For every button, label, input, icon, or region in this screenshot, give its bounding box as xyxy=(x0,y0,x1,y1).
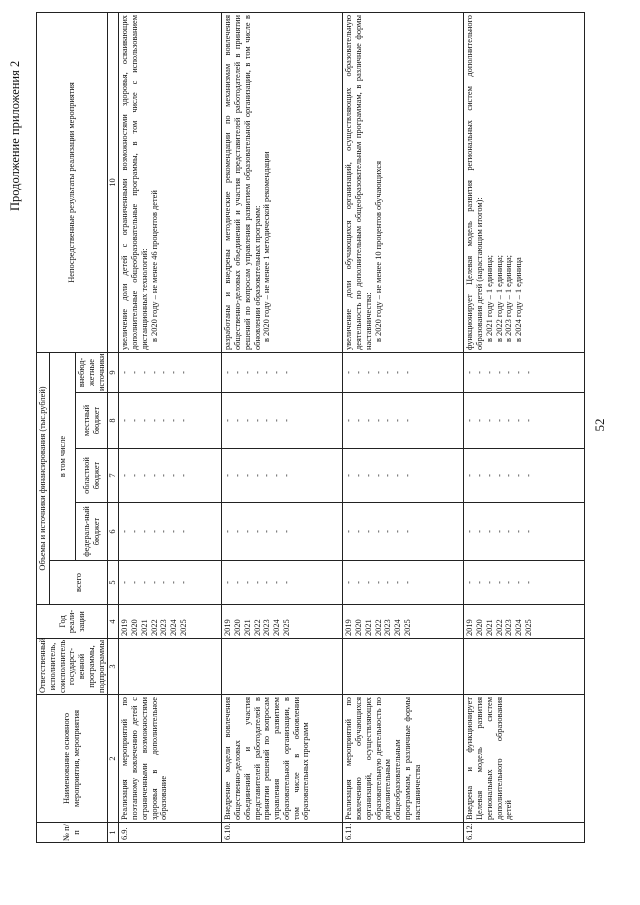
dash-value: - xyxy=(465,419,475,422)
total-cell xyxy=(222,561,343,605)
dash-value: - xyxy=(281,581,291,584)
dash-value: - xyxy=(523,581,533,584)
result-cell xyxy=(222,13,343,353)
dash-value: - xyxy=(130,530,139,533)
row-number: 6.11. xyxy=(343,823,464,843)
extrabudget-cell xyxy=(119,353,222,393)
dash-value: - xyxy=(402,530,412,533)
result-line: в 2021 году – 1 единица; xyxy=(484,254,494,342)
dash-value: - xyxy=(373,419,383,422)
year-value: 2020 xyxy=(233,619,242,636)
year-value: 2020 xyxy=(130,619,139,636)
dash-value: - xyxy=(130,581,139,584)
table-row xyxy=(343,13,464,843)
header-result: Непосредственные результаты реализации мероприятия xyxy=(37,13,108,353)
dash-value: - xyxy=(139,530,149,533)
dash-value: - xyxy=(262,371,272,374)
executor-cell xyxy=(222,639,343,695)
dash-value: - xyxy=(475,581,484,584)
continuation-title: Продолжение приложения 2 xyxy=(8,60,22,211)
col-number: 10 xyxy=(108,13,119,353)
dash-value: - xyxy=(523,371,533,374)
dash-value: - xyxy=(523,474,533,477)
col-number: 2 xyxy=(108,695,119,823)
dash-value: - xyxy=(383,474,393,477)
dash-value: - xyxy=(272,581,281,584)
column-number-row xyxy=(108,13,119,843)
year-value: 2022 xyxy=(252,619,262,636)
header-total: всего xyxy=(49,561,108,605)
year-value: 2024 xyxy=(272,619,281,636)
dash-value: - xyxy=(242,371,252,374)
local-cell xyxy=(464,393,585,449)
result-line: в 2020 году – не менее 1 методической рекомендации xyxy=(262,151,272,342)
local-cell xyxy=(119,393,222,449)
result-cell xyxy=(464,13,585,353)
dash-value: - xyxy=(281,371,291,374)
header-financing: Объемы и источники финансирования (тыс.рублей) xyxy=(37,353,50,605)
dash-value: - xyxy=(475,530,484,533)
row-number: 6.9. xyxy=(119,823,222,843)
dash-value: - xyxy=(354,419,363,422)
header-year: Год реали-зации xyxy=(37,605,108,639)
dash-value: - xyxy=(233,371,242,374)
dash-value: - xyxy=(178,419,188,422)
dash-value: - xyxy=(169,530,178,533)
regional-cell xyxy=(119,449,222,503)
dash-value: - xyxy=(494,474,504,477)
header-row xyxy=(37,13,50,843)
dash-value: - xyxy=(252,419,262,422)
dash-value: - xyxy=(373,474,383,477)
year-value: 2021 xyxy=(139,619,149,636)
year-value: 2021 xyxy=(484,619,494,636)
dash-value: - xyxy=(178,581,188,584)
dash-value: - xyxy=(178,474,188,477)
dash-value: - xyxy=(465,371,475,374)
dash-value: - xyxy=(159,530,169,533)
dash-value: - xyxy=(484,581,494,584)
col-number: 5 xyxy=(108,561,119,605)
dash-value: - xyxy=(178,530,188,533)
dash-value: - xyxy=(169,371,178,374)
year-value: 2025 xyxy=(281,619,291,636)
years-cell xyxy=(343,605,464,639)
header-extrabudget: внебюд-жетные источники xyxy=(76,353,108,393)
row-number: 6.12. xyxy=(464,823,585,843)
dash-value: - xyxy=(120,474,130,477)
result-line: увеличение доли детей с ограниченными возможностями здоровья, осваивающих дополнительные общеобразовательные программы, в том числе с использованием дистанционных технологий: xyxy=(120,15,149,350)
dash-value: - xyxy=(504,419,514,422)
dash-value: - xyxy=(402,474,412,477)
col-number: 4 xyxy=(108,605,119,639)
measure-name: Реализация мероприятий по вовлечению обучающихся организаций, осуществляющих образовательную деятельность по дополнительным общеобразовательным программам, в различные формы наставничества xyxy=(343,695,464,823)
col-number: 8 xyxy=(108,393,119,449)
dash-value: - xyxy=(130,371,139,374)
executor-cell xyxy=(464,639,585,695)
total-cell xyxy=(464,561,585,605)
dash-value: - xyxy=(281,419,291,422)
year-value: 2021 xyxy=(363,619,373,636)
dash-value: - xyxy=(494,581,504,584)
dash-value: - xyxy=(120,581,130,584)
total-cell xyxy=(119,561,222,605)
executor-cell xyxy=(343,639,464,695)
regional-cell xyxy=(222,449,343,503)
dash-value: - xyxy=(465,474,475,477)
col-number: 6 xyxy=(108,503,119,561)
extrabudget-cell xyxy=(464,353,585,393)
dash-value: - xyxy=(159,371,169,374)
years-cell xyxy=(464,605,585,639)
col-number: 7 xyxy=(108,449,119,503)
year-value: 2019 xyxy=(223,619,233,636)
year-value: 2021 xyxy=(242,619,252,636)
dash-value: - xyxy=(242,474,252,477)
dash-value: - xyxy=(120,419,130,422)
dash-value: - xyxy=(344,371,354,374)
dash-value: - xyxy=(383,581,393,584)
dash-value: - xyxy=(149,474,159,477)
dash-value: - xyxy=(393,581,402,584)
dash-value: - xyxy=(120,371,130,374)
dash-value: - xyxy=(233,530,242,533)
result-line: в 2024 году – 1 единица xyxy=(514,257,523,342)
dash-value: - xyxy=(504,581,514,584)
result-line: в 2022 году – 1 единица; xyxy=(494,254,504,342)
year-value: 2023 xyxy=(504,619,514,636)
dash-value: - xyxy=(393,419,402,422)
dash-value: - xyxy=(354,530,363,533)
result-line: разработаны и внедрены методические рекомендации по механизмам вовлечения общественно-деловых объединений и участия представителей работодателей в принятии решений по вопросам управления развитием образовательной организации, в том числе в обновлении образовательных программ: xyxy=(223,15,262,350)
year-value: 2025 xyxy=(178,619,188,636)
dash-value: - xyxy=(383,371,393,374)
header-num: № п/п xyxy=(37,823,108,843)
dash-value: - xyxy=(252,371,262,374)
federal-cell xyxy=(343,503,464,561)
year-value: 2024 xyxy=(169,619,178,636)
dash-value: - xyxy=(159,419,169,422)
federal-cell xyxy=(119,503,222,561)
regional-cell xyxy=(464,449,585,503)
program-table xyxy=(36,12,585,843)
year-value: 2019 xyxy=(344,619,354,636)
dash-value: - xyxy=(169,581,178,584)
dash-value: - xyxy=(139,474,149,477)
dash-value: - xyxy=(281,530,291,533)
extrabudget-cell xyxy=(343,353,464,393)
dash-value: - xyxy=(484,474,494,477)
dash-value: - xyxy=(354,474,363,477)
dash-value: - xyxy=(262,474,272,477)
dash-value: - xyxy=(373,581,383,584)
year-value: 2023 xyxy=(383,619,393,636)
dash-value: - xyxy=(504,371,514,374)
col-number: 3 xyxy=(108,639,119,695)
measure-name: Внедрение модели вовлечения общественно-деловых объединений и участия представителей работодателей в принятии решений по вопросам управления развитием образовательной организации, в том числе в обновлении образовательных программ xyxy=(222,695,343,823)
year-value: 2023 xyxy=(159,619,169,636)
dash-value: - xyxy=(272,419,281,422)
federal-cell xyxy=(222,503,343,561)
dash-value: - xyxy=(514,474,523,477)
dash-value: - xyxy=(373,371,383,374)
dash-value: - xyxy=(363,371,373,374)
local-cell xyxy=(343,393,464,449)
dash-value: - xyxy=(159,581,169,584)
dash-value: - xyxy=(402,581,412,584)
dash-value: - xyxy=(169,419,178,422)
dash-value: - xyxy=(494,530,504,533)
row-number: 6.10. xyxy=(222,823,343,843)
dash-value: - xyxy=(178,371,188,374)
year-value: 2020 xyxy=(475,619,484,636)
result-line: функционирует Целевая модель развития региональных систем дополнительного образования детей (нарастающим итогом): xyxy=(465,15,484,350)
dash-value: - xyxy=(465,581,475,584)
result-line: увеличение доли обучающихся организаций, осуществляющих образовательную деятельность по дополнительным общеобразовательным программам, в различные формы наставничества: xyxy=(344,15,373,350)
dash-value: - xyxy=(139,581,149,584)
dash-value: - xyxy=(223,474,233,477)
dash-value: - xyxy=(223,530,233,533)
dash-value: - xyxy=(272,474,281,477)
dash-value: - xyxy=(120,530,130,533)
dash-value: - xyxy=(139,371,149,374)
header-regional: областной бюджет xyxy=(76,449,108,503)
col-number: 9 xyxy=(108,353,119,393)
dash-value: - xyxy=(344,474,354,477)
measure-name: Внедрена и функционирует Целевая модель развития региональных систем дополнительного образования детей xyxy=(464,695,585,823)
header-local: местный бюджет xyxy=(76,393,108,449)
dash-value: - xyxy=(363,581,373,584)
dash-value: - xyxy=(149,581,159,584)
dash-value: - xyxy=(233,419,242,422)
col-number: 1 xyxy=(108,823,119,843)
dash-value: - xyxy=(402,419,412,422)
dash-value: - xyxy=(393,530,402,533)
dash-value: - xyxy=(363,474,373,477)
year-value: 2025 xyxy=(523,619,533,636)
dash-value: - xyxy=(130,419,139,422)
dash-value: - xyxy=(262,581,272,584)
dash-value: - xyxy=(494,419,504,422)
year-value: 2019 xyxy=(120,619,130,636)
dash-value: - xyxy=(402,371,412,374)
year-value: 2020 xyxy=(354,619,363,636)
table-row xyxy=(464,13,585,843)
years-cell xyxy=(119,605,222,639)
dash-value: - xyxy=(223,581,233,584)
dash-value: - xyxy=(149,530,159,533)
result-cell xyxy=(343,13,464,353)
dash-value: - xyxy=(393,474,402,477)
year-value: 2022 xyxy=(149,619,159,636)
dash-value: - xyxy=(363,530,373,533)
result-cell xyxy=(119,13,222,353)
year-value: 2019 xyxy=(465,619,475,636)
page-number: 52 xyxy=(592,418,607,432)
dash-value: - xyxy=(344,530,354,533)
dash-value: - xyxy=(354,581,363,584)
year-value: 2024 xyxy=(514,619,523,636)
dash-value: - xyxy=(242,581,252,584)
extrabudget-cell xyxy=(222,353,343,393)
result-line: в 2020 году – не менее 46 процентов детей xyxy=(149,190,159,342)
dash-value: - xyxy=(504,530,514,533)
year-value: 2022 xyxy=(494,619,504,636)
result-line: в 2020 году – не менее 10 процентов обучающихся xyxy=(373,161,383,342)
federal-cell xyxy=(464,503,585,561)
dash-value: - xyxy=(373,530,383,533)
dash-value: - xyxy=(475,371,484,374)
dash-value: - xyxy=(484,371,494,374)
years-cell xyxy=(222,605,343,639)
dash-value: - xyxy=(344,581,354,584)
dash-value: - xyxy=(514,530,523,533)
regional-cell xyxy=(343,449,464,503)
dash-value: - xyxy=(223,371,233,374)
dash-value: - xyxy=(363,419,373,422)
dash-value: - xyxy=(262,419,272,422)
local-cell xyxy=(222,393,343,449)
dash-value: - xyxy=(514,581,523,584)
dash-value: - xyxy=(139,419,149,422)
dash-value: - xyxy=(159,474,169,477)
dash-value: - xyxy=(514,419,523,422)
dash-value: - xyxy=(242,530,252,533)
dash-value: - xyxy=(393,371,402,374)
dash-value: - xyxy=(149,419,159,422)
dash-value: - xyxy=(383,530,393,533)
dash-value: - xyxy=(494,371,504,374)
total-cell xyxy=(343,561,464,605)
dash-value: - xyxy=(233,581,242,584)
dash-value: - xyxy=(504,474,514,477)
dash-value: - xyxy=(465,530,475,533)
dash-value: - xyxy=(344,419,354,422)
header-federal: федераль-ный бюджет xyxy=(76,503,108,561)
dash-value: - xyxy=(252,530,262,533)
dash-value: - xyxy=(252,474,262,477)
dash-value: - xyxy=(484,530,494,533)
dash-value: - xyxy=(354,371,363,374)
dash-value: - xyxy=(149,371,159,374)
dash-value: - xyxy=(475,419,484,422)
dash-value: - xyxy=(130,474,139,477)
table-row xyxy=(119,13,222,843)
dash-value: - xyxy=(252,581,262,584)
dash-value: - xyxy=(281,474,291,477)
year-value: 2022 xyxy=(373,619,383,636)
dash-value: - xyxy=(242,419,252,422)
result-line: в 2023 году – 1 единица; xyxy=(504,254,514,342)
dash-value: - xyxy=(523,419,533,422)
dash-value: - xyxy=(272,371,281,374)
dash-value: - xyxy=(523,530,533,533)
year-value: 2023 xyxy=(262,619,272,636)
header-including: в том числе xyxy=(49,353,75,561)
dash-value: - xyxy=(484,419,494,422)
year-value: 2025 xyxy=(402,619,412,636)
dash-value: - xyxy=(272,530,281,533)
dash-value: - xyxy=(169,474,178,477)
header-executor: Ответственный исполнитель, соисполнитель государст-венной программы, подпрограммы xyxy=(37,639,108,695)
dash-value: - xyxy=(223,419,233,422)
dash-value: - xyxy=(475,474,484,477)
dash-value: - xyxy=(233,474,242,477)
dash-value: - xyxy=(262,530,272,533)
measure-name: Реализация мероприятий по поэтапному вовлечению детей с ограниченными возможностями здоровья в дополнительное образование xyxy=(119,695,222,823)
year-value: 2024 xyxy=(393,619,402,636)
executor-cell xyxy=(119,639,222,695)
dash-value: - xyxy=(383,419,393,422)
dash-value: - xyxy=(514,371,523,374)
table-row xyxy=(222,13,343,843)
header-name: Наименование основного мероприятия, мероприятия xyxy=(37,695,108,823)
